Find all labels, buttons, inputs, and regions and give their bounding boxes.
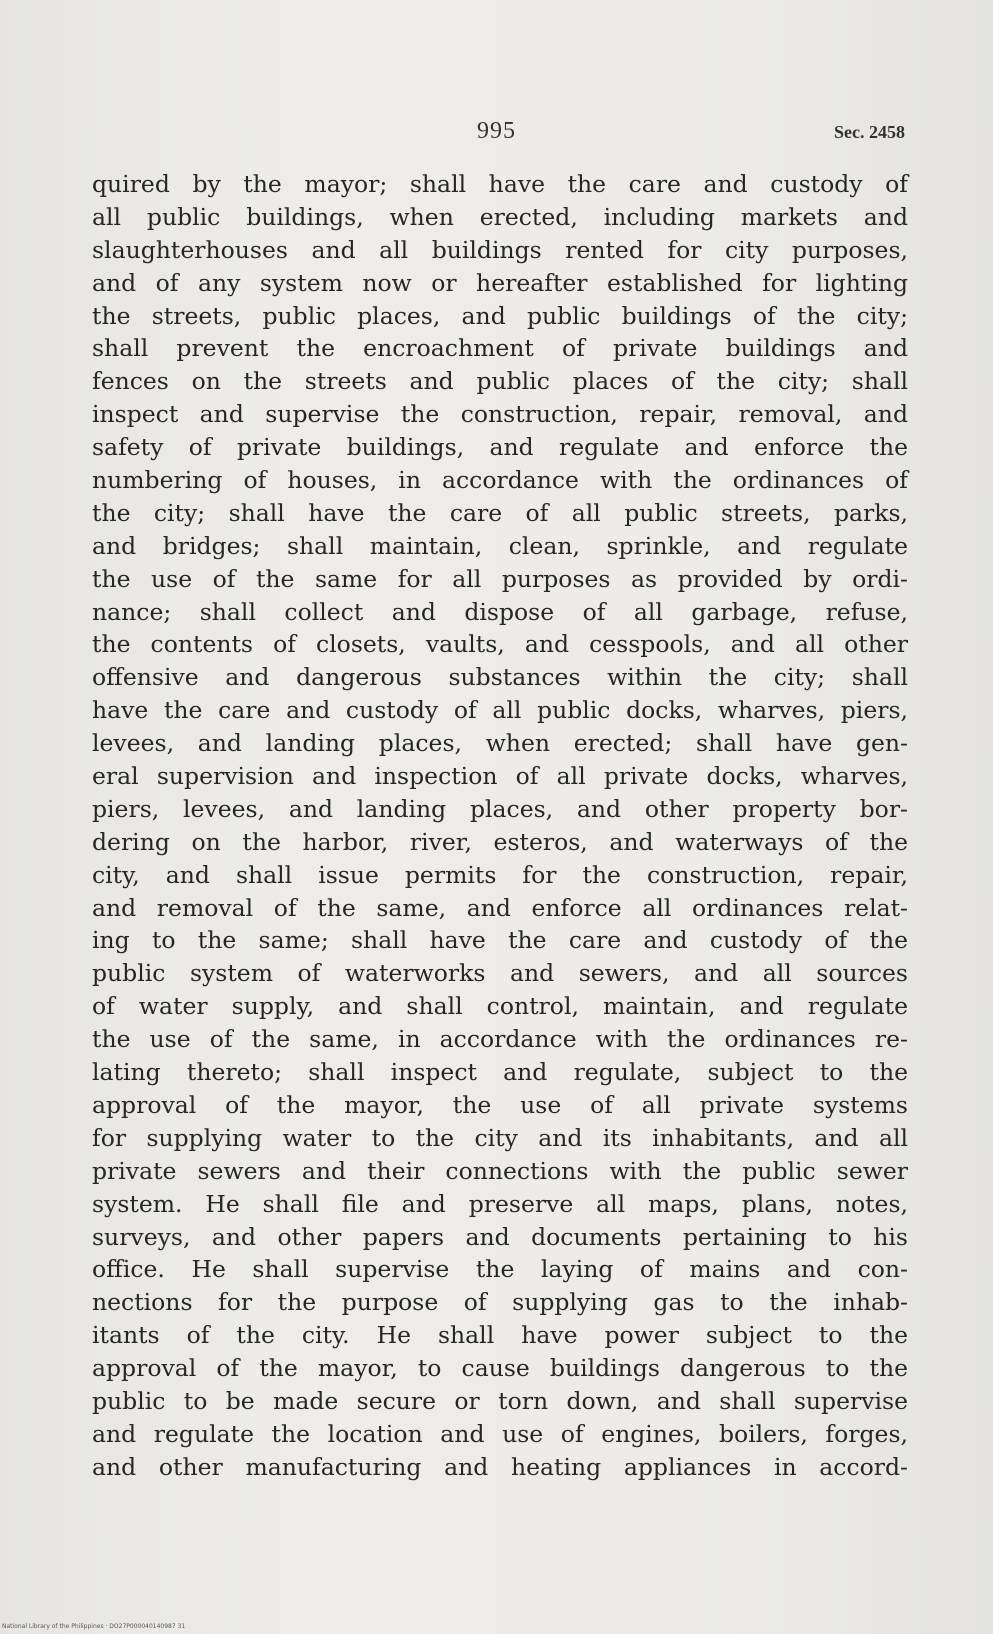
- text-line: office. He shall supervise the laying of mains and con-: [92, 1255, 908, 1284]
- body-text: [92, 168, 908, 1484]
- text-line: lating thereto; shall inspect and regulate, subject to the: [92, 1058, 908, 1087]
- text-line: surveys, and other papers and documents pertaining to his: [92, 1222, 908, 1251]
- text-line: have the care and custody of all public docks, wharves, piers,: [92, 696, 908, 725]
- text-line: of water supply, and shall control, maintain, and regulate: [92, 992, 908, 1021]
- text-line: and regulate the location and use of engines, boilers, forges,: [92, 1419, 908, 1448]
- text-line: approval of the mayor, to cause buildings dangerous to the: [92, 1354, 908, 1383]
- text-line: fences on the streets and public places of the city; shall: [92, 367, 908, 396]
- text-line: offensive and dangerous substances within the city; shall: [92, 663, 908, 692]
- text-line: private sewers and their connections with the public sewer: [92, 1156, 908, 1185]
- text-line: the city; shall have the care of all public streets, parks,: [92, 498, 908, 527]
- text-line: system. He shall file and preserve all maps, plans, notes,: [92, 1189, 908, 1218]
- page-number: 995: [477, 118, 516, 144]
- text-line: itants of the city. He shall have power subject to the: [92, 1321, 908, 1350]
- text-line: piers, levees, and landing places, and other property bor-: [92, 794, 908, 823]
- text-line: approval of the mayor, the use of all private systems: [92, 1090, 908, 1119]
- text-line: public to be made secure or torn down, and shall supervise: [92, 1386, 908, 1415]
- text-line: for supplying water to the city and its inhabitants, and all: [92, 1123, 908, 1152]
- text-line: numbering of houses, in accordance with the ordinances of: [92, 466, 908, 495]
- text-line: and other manufacturing and heating appliances in accord-: [92, 1452, 908, 1481]
- scan-footer: National Library of the Philippines · DO27P000040140987 31: [2, 1623, 186, 1630]
- text-line: all public buildings, when erected, including markets and: [92, 202, 908, 231]
- section-reference: Sec. 2458: [834, 122, 905, 142]
- text-line: ing to the same; shall have the care and custody of the: [92, 926, 908, 955]
- text-line: levees, and landing places, when erected; shall have gen-: [92, 729, 908, 758]
- text-line: public system of waterworks and sewers, and all sources: [92, 959, 908, 988]
- text-line: the streets, public places, and public buildings of the city;: [92, 301, 908, 330]
- text-line: the use of the same, in accordance with the ordinances re-: [92, 1025, 908, 1054]
- text-line: and bridges; shall maintain, clean, sprinkle, and regulate: [92, 531, 908, 560]
- text-line: and of any system now or hereafter established for lighting: [92, 268, 908, 297]
- text-line: shall prevent the encroachment of private buildings and: [92, 334, 908, 363]
- text-line: and removal of the same, and enforce all ordinances relat-: [92, 893, 908, 922]
- text-line: nance; shall collect and dispose of all garbage, refuse,: [92, 597, 908, 626]
- text-line: eral supervision and inspection of all private docks, wharves,: [92, 762, 908, 791]
- text-line: the use of the same for all purposes as provided by ordi-: [92, 564, 908, 593]
- text-line: dering on the harbor, river, esteros, and waterways of the: [92, 827, 908, 856]
- text-line: slaughterhouses and all buildings rented for city purposes,: [92, 235, 908, 264]
- text-line: nections for the purpose of supplying gas to the inhab-: [92, 1288, 908, 1317]
- text-line: city, and shall issue permits for the construction, repair,: [92, 860, 908, 889]
- text-line: inspect and supervise the construction, repair, removal, and: [92, 400, 908, 429]
- text-line: quired by the mayor; shall have the care and custody of: [92, 170, 908, 198]
- text-line: the contents of closets, vaults, and cesspools, and all other: [92, 630, 908, 659]
- text-line: safety of private buildings, and regulate and enforce the: [92, 433, 908, 462]
